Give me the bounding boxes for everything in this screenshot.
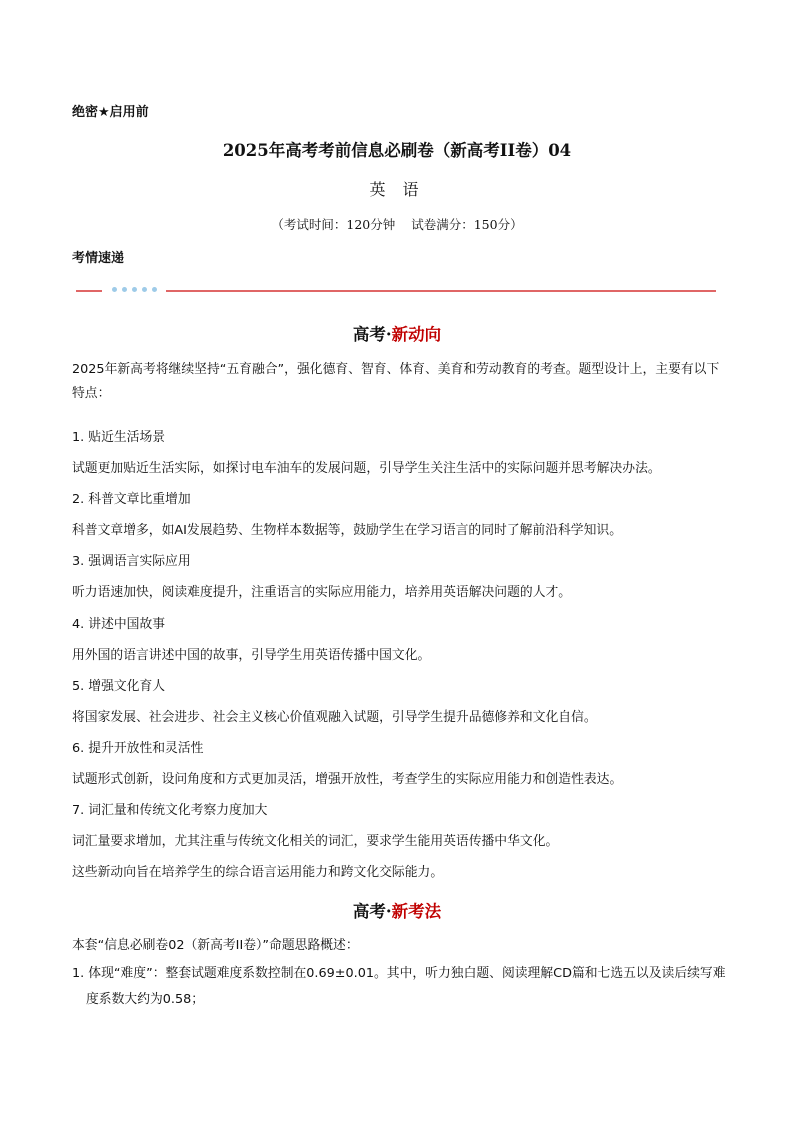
- full-score: 试卷满分：150分）: [411, 217, 523, 232]
- point-title: 5. 增强文化育人: [72, 679, 166, 694]
- heading-highlight: 新考法: [391, 902, 442, 921]
- point-desc: 科普文章增多，如AI发展趋势、生物样本数据等，鼓励学生在学习语言的同时了解前沿科学知识。: [72, 523, 622, 538]
- point-desc: 试题更加贴近生活实际，如探讨电车油车的发展问题，引导学生关注生活中的实际问题并思考解决办法。: [72, 461, 661, 476]
- closing-paragraph: 这些新动向旨在培养学生的综合语言运用能力和跨文化交际能力。: [72, 865, 444, 880]
- point-desc: 听力语速加快，阅读难度提升，注重语言的实际应用能力，培养用英语解决问题的人才。: [72, 585, 572, 600]
- dot-icon: [112, 287, 117, 292]
- point-desc: 词汇量要求增加，尤其注重与传统文化相关的词汇，要求学生能用英语传播中华文化。: [72, 834, 559, 849]
- point-desc: 将国家发展、社会进步、社会主义核心价值观融入试题，引导学生提升品德修养和文化自信。: [72, 710, 597, 725]
- subject-title: 英 语: [369, 180, 425, 199]
- dot-icon: [132, 287, 137, 292]
- decorative-divider: [76, 290, 716, 292]
- section-heading-new-trends: 高考·新动向: [352, 325, 442, 344]
- point-title: 6. 提升开放性和灵活性: [72, 741, 204, 756]
- divider-dots: [112, 287, 157, 292]
- exam-title: 2025年高考考前信息必刷卷（新高考II卷）04: [222, 141, 572, 160]
- time-limit: （考试时间：120分钟: [271, 217, 396, 232]
- point-title: 2. 科普文章比重增加: [72, 492, 191, 507]
- divider-line-left: [76, 290, 102, 292]
- point-desc: 试题形式创新，设问角度和方式更加灵活，增强开放性，考查学生的实际应用能力和创造性表达。: [72, 772, 623, 787]
- dot-icon: [142, 287, 147, 292]
- confidential-label: 绝密★启用前: [72, 105, 149, 120]
- dot-icon: [122, 287, 127, 292]
- heading-highlight: 新动向: [391, 325, 442, 344]
- point-title: 4. 讲述中国故事: [72, 617, 166, 632]
- point-title: 3. 强调语言实际应用: [72, 554, 191, 569]
- point-title: 7. 词汇量和传统文化考察力度加大: [72, 803, 268, 818]
- section-label: 考情速递: [72, 251, 125, 266]
- point-desc: 用外国的语言讲述中国的故事，引导学生用英语传播中国文化。: [72, 648, 431, 663]
- divider-line-right: [166, 290, 716, 292]
- section-heading-new-methods: 高考·新考法: [352, 902, 442, 921]
- methods-point: 1. 体现“难度”：整套试题难度系数控制在0.69±0.01。其中，听力独白题、阅读理解CD篇和七选五以及读后续写难度系数大约为0.58；: [72, 966, 726, 1007]
- methods-intro: 本套“信息必刷卷02（新高考II卷）”命题思路概述：: [72, 938, 359, 953]
- intro-paragraph: 2025年新高考将继续坚持“五育融合”，强化德育、智育、体育、美育和劳动教育的考查。题型设计上，主要有以下特点：: [72, 362, 720, 401]
- point-title: 1. 贴近生活场景: [72, 430, 166, 445]
- dot-icon: [152, 287, 157, 292]
- exam-info: [0, 215, 794, 233]
